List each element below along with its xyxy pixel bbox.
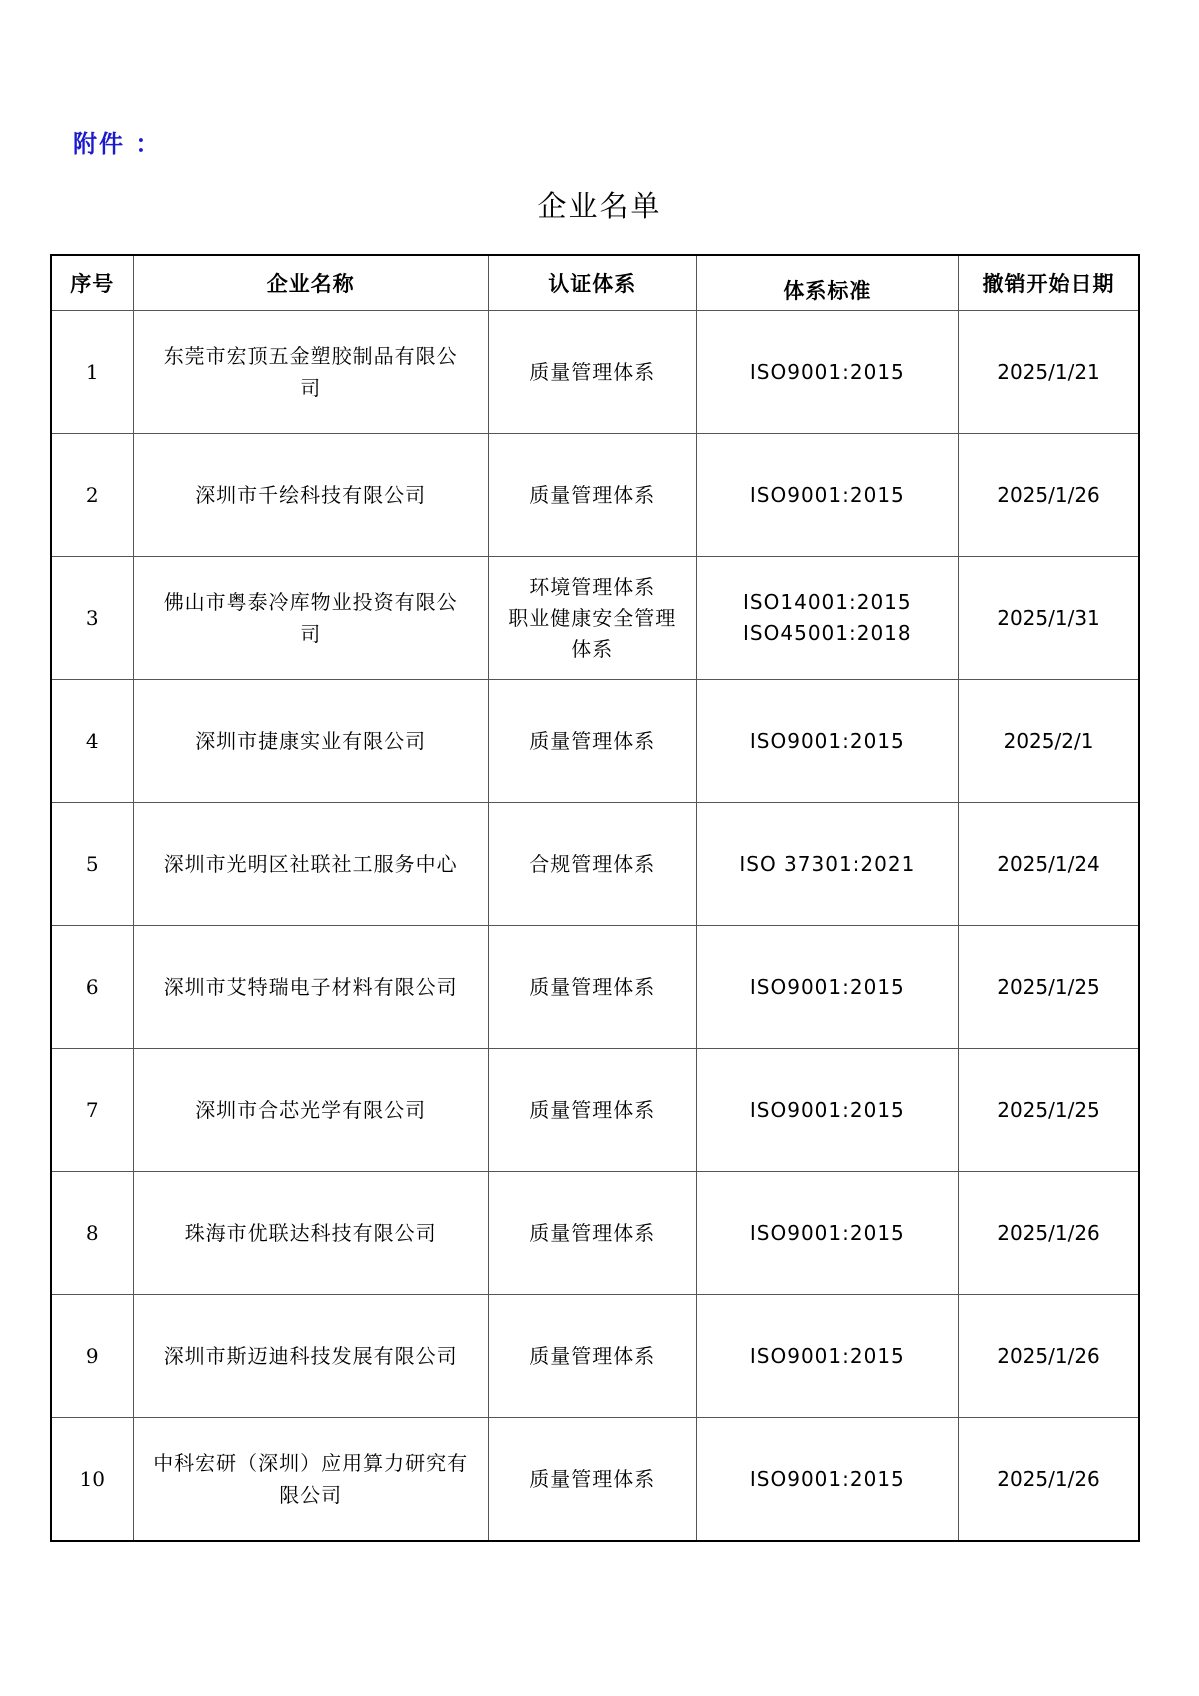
cell-revocation-date: 2025/1/21 (959, 311, 1139, 434)
table-row (51, 680, 1139, 803)
header-system-standard-label: 体系标准 (783, 279, 872, 303)
cell-revocation-date: 2025/1/26 (959, 434, 1139, 557)
document-title: 企业名单 (537, 189, 662, 223)
cell-system-standard (696, 1295, 958, 1418)
company-name-line: 佛山市粤泰冷库物业投资有限公 (163, 590, 458, 614)
certification-system-line: 环境管理体系 (529, 574, 656, 599)
system-standard-line: ISO 37301:2021 (739, 851, 916, 876)
cell-revocation-date: 2025/1/25 (959, 926, 1139, 1049)
cell-revocation-date: 2025/1/31 (959, 557, 1139, 680)
cell-certification-system (488, 1295, 696, 1418)
table-row (51, 1049, 1139, 1172)
company-name-line: 司 (300, 622, 322, 646)
cell-seq: 10 (51, 1418, 133, 1542)
table-row (51, 926, 1139, 1049)
certification-system-line: 质量管理体系 (529, 1466, 656, 1491)
system-standard-line: ISO9001:2015 (749, 1343, 905, 1368)
cell-company-name (133, 1418, 488, 1542)
cell-certification-system (488, 557, 696, 680)
company-name-line: 深圳市捷康实业有限公司 (195, 729, 427, 753)
company-name-line: 深圳市合芯光学有限公司 (195, 1098, 427, 1122)
system-standard-line: ISO9001:2015 (749, 974, 905, 999)
cell-company-name (133, 1049, 488, 1172)
cell-system-standard (696, 680, 958, 803)
certification-system-line: 质量管理体系 (529, 1220, 656, 1245)
company-name-line: 司 (300, 376, 322, 400)
cell-company-name (133, 434, 488, 557)
company-name-line: 珠海市优联达科技有限公司 (184, 1221, 437, 1245)
system-standard-line: ISO14001:2015 (743, 590, 912, 614)
cell-system-standard (696, 1418, 958, 1542)
cell-seq: 3 (51, 557, 133, 680)
cell-certification-system (488, 803, 696, 926)
header-certification-system: 认证体系 (488, 255, 696, 311)
table-body (51, 311, 1139, 1542)
certification-system-line: 质量管理体系 (529, 1097, 656, 1122)
certification-system-line: 质量管理体系 (529, 482, 656, 507)
cell-seq: 6 (51, 926, 133, 1049)
header-seq: 序号 (51, 255, 133, 311)
header-revocation-date: 撤销开始日期 (959, 255, 1139, 311)
cell-system-standard (696, 311, 958, 434)
cell-certification-system (488, 311, 696, 434)
system-standard-line: ISO9001:2015 (749, 1466, 905, 1491)
cell-company-name (133, 1295, 488, 1418)
table-row (51, 1295, 1139, 1418)
cell-system-standard (696, 1172, 958, 1295)
company-name-line: 深圳市艾特瑞电子材料有限公司 (163, 975, 458, 999)
cell-system-standard (696, 434, 958, 557)
cell-revocation-date: 2025/1/26 (959, 1418, 1139, 1542)
company-name-line: 深圳市斯迈迪科技发展有限公司 (163, 1344, 458, 1368)
system-standard-line: ISO9001:2015 (749, 728, 905, 753)
certification-system-line: 体系 (571, 636, 614, 661)
table-row (51, 1418, 1139, 1542)
cell-system-standard (696, 557, 958, 680)
cell-certification-system (488, 1172, 696, 1295)
cell-revocation-date: 2025/1/24 (959, 803, 1139, 926)
cell-seq: 5 (51, 803, 133, 926)
cell-certification-system (488, 680, 696, 803)
certification-system-line: 质量管理体系 (529, 359, 656, 384)
table-row (51, 311, 1139, 434)
cell-seq: 4 (51, 680, 133, 803)
company-name-line: 东莞市宏顶五金塑胶制品有限公 (163, 344, 458, 368)
cell-company-name (133, 1172, 488, 1295)
cell-certification-system (488, 434, 696, 557)
table-row (51, 1172, 1139, 1295)
certification-system-line: 质量管理体系 (529, 974, 656, 999)
table-row (51, 434, 1139, 557)
table-header-row (51, 255, 1139, 311)
cell-company-name (133, 803, 488, 926)
cell-seq: 1 (51, 311, 133, 434)
cell-company-name (133, 680, 488, 803)
cell-company-name (133, 926, 488, 1049)
cell-certification-system (488, 1049, 696, 1172)
cell-company-name (133, 311, 488, 434)
system-standard-line: ISO45001:2018 (743, 621, 912, 645)
company-list-table (50, 254, 1140, 1542)
company-name-line: 中科宏研（深圳）应用算力研究有 (153, 1451, 469, 1475)
cell-system-standard (696, 803, 958, 926)
cell-certification-system (488, 926, 696, 1049)
cell-revocation-date: 2025/1/25 (959, 1049, 1139, 1172)
company-name-line: 深圳市千绘科技有限公司 (195, 483, 427, 507)
cell-seq: 9 (51, 1295, 133, 1418)
table-header (51, 255, 1139, 311)
cell-system-standard (696, 1049, 958, 1172)
cell-revocation-date: 2025/2/1 (959, 680, 1139, 803)
table-row (51, 803, 1139, 926)
cell-company-name (133, 557, 488, 680)
cell-revocation-date: 2025/1/26 (959, 1295, 1139, 1418)
table-row (51, 557, 1139, 680)
certification-system-line: 职业健康安全管理 (508, 605, 677, 630)
certification-system-line: 质量管理体系 (529, 728, 656, 753)
cell-revocation-date: 2025/1/26 (959, 1172, 1139, 1295)
header-system-standard (696, 255, 958, 311)
system-standard-line: ISO9001:2015 (749, 359, 905, 384)
attachment-label: 附件 ： (73, 130, 162, 158)
cell-certification-system (488, 1418, 696, 1542)
certification-system-line: 质量管理体系 (529, 1343, 656, 1368)
cell-seq: 7 (51, 1049, 133, 1172)
cell-seq: 2 (51, 434, 133, 557)
system-standard-line: ISO9001:2015 (749, 482, 905, 507)
system-standard-line: ISO9001:2015 (749, 1220, 905, 1245)
company-name-line: 限公司 (279, 1483, 343, 1507)
cell-seq: 8 (51, 1172, 133, 1295)
header-company-name: 企业名称 (133, 255, 488, 311)
certification-system-line: 合规管理体系 (529, 851, 656, 876)
system-standard-line: ISO9001:2015 (749, 1097, 905, 1122)
cell-system-standard (696, 926, 958, 1049)
company-name-line: 深圳市光明区社联社工服务中心 (163, 852, 458, 876)
